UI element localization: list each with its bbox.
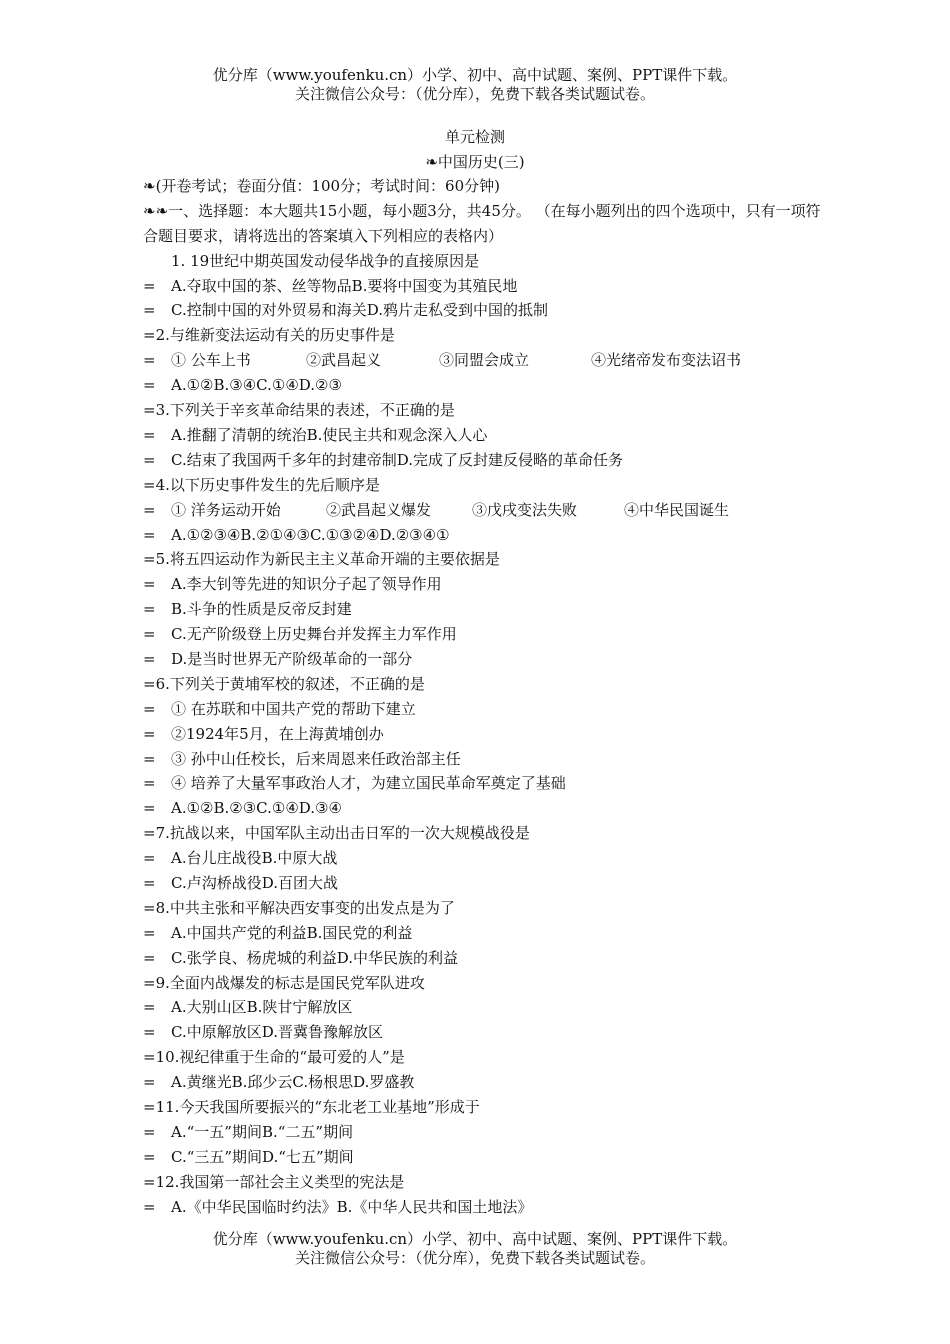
option-line: = A.①②B.③④C.①④D.②③ <box>143 376 342 395</box>
option-line: = C.结束了我国两千多年的封建帝制D.完成了反封建反侵略的革命任务 <box>143 450 623 469</box>
question-stem: =5.将五四运动作为新民主主义革命开端的主要依据是 <box>143 550 500 569</box>
question-stem: =7.抗战以来，中国军队主动出击日军的一次大规模战役是 <box>143 824 530 843</box>
option-line: = A.夺取中国的茶、丝等物品B.要将中国变为其殖民地 <box>143 276 518 295</box>
option-line: = A.中国共产党的利益B.国民党的利益 <box>143 923 413 942</box>
event-items: = ① 公车上书 ②武昌起义 ③同盟会成立 ④光绪帝发布变法诏书 <box>143 351 742 370</box>
footer-line-1: 优分库（www.youfenku.cn）小学、初中、高中试题、案例、PPT课件下载。 <box>212 1230 738 1248</box>
option-line: = A.黄继光B.邱少云C.杨根思D.罗盛教 <box>143 1073 415 1092</box>
page-header <box>0 66 950 104</box>
exam-info-line <box>143 174 823 199</box>
option-line: = ③ 孙中山任校长，后来周恩来任政治部主任 <box>143 749 461 768</box>
question-stem: =4.以下历史事件发生的先后顺序是 <box>143 475 380 494</box>
ornament-icon: ❧ <box>155 201 169 220</box>
question-stem: 1. 19世纪中期英国发动侵华战争的直接原因是 <box>171 251 480 270</box>
option-line: = C.“三五”期间D.“七五”期间 <box>143 1147 354 1166</box>
header-line-1: 优分库（www.youfenku.cn）小学、初中、高中试题、案例、PPT课件下载。 <box>212 66 738 84</box>
option-line: = C.无产阶级登上历史舞台并发挥主力军作用 <box>143 625 457 644</box>
option-line: = A.《中华民国临时约法》B.《中华人民共和国土地法》 <box>143 1197 533 1216</box>
option-line: = ②1924年5月，在上海黄埔创办 <box>143 724 384 743</box>
doc-subtitle <box>0 153 950 172</box>
question-stem: =12.我国第一部社会主义类型的宪法是 <box>143 1172 405 1191</box>
ornament-icon: ❧ <box>143 177 156 195</box>
question-stem: =9.全面内战爆发的标志是国民党军队进攻 <box>143 973 425 992</box>
subtitle-text: 中国历史(三) <box>437 153 525 171</box>
option-line: = C.张学良、杨虎城的利益D.中华民族的利益 <box>143 948 458 967</box>
option-line: = A.“一五”期间B.“二五”期间 <box>143 1122 354 1141</box>
exam-info: (开卷考试；卷面分值：100分；考试时间：60分钟) <box>155 177 501 195</box>
question-stem: =10.视纪律重于生命的“最可爱的人”是 <box>143 1048 405 1067</box>
option-line: = A.①②③④B.②①④③C.①③②④D.②③④① <box>143 525 450 544</box>
option-line: = D.是当时世界无产阶级革命的一部分 <box>143 649 413 668</box>
header-line-2: 关注微信公众号：（优分库），免费下载各类试题试卷。 <box>294 85 655 103</box>
option-line: = ① 在苏联和中国共产党的帮助下建立 <box>143 699 416 718</box>
doc-title: 单元检测 <box>444 128 505 146</box>
question-stem: =2.与维新变法运动有关的历史事件是 <box>143 326 395 345</box>
option-line: = C.中原解放区D.晋冀鲁豫解放区 <box>143 1023 383 1042</box>
option-line: = C.控制中国的对外贸易和海关D.鸦片走私受到中国的抵制 <box>143 301 548 320</box>
question-stem: =6.下列关于黄埔军校的叙述，不正确的是 <box>143 674 425 693</box>
option-line: = A.大别山区B.陕甘宁解放区 <box>143 998 353 1017</box>
option-line: = B.斗争的性质是反帝反封建 <box>143 600 352 619</box>
event-items: = ① 洋务运动开始 ②武昌起义爆发 ③戊戌变法失败 ④中华民国诞生 <box>143 500 730 519</box>
section-instructions: 一、选择题：本大题共15小题，每小题3分，共45分。 （在每小题列出的四个选项中，只有一项符合题目要求，请将选出的答案填入下列相应的表格内） <box>143 201 821 245</box>
question-stem: =8.中共主张和平解决西安事变的出发点是为了 <box>143 898 455 917</box>
option-line: = A.台儿庄战役B.中原大战 <box>143 849 338 868</box>
option-line: = C.卢沟桥战役D.百团大战 <box>143 873 338 892</box>
question-stem: =11.今天我国所要振兴的“东北老工业基地”形成于 <box>143 1097 480 1116</box>
footer-line-2: 关注微信公众号：（优分库），免费下载各类试题试卷。 <box>294 1249 655 1267</box>
ornament-icon: ❧ <box>425 153 438 171</box>
option-line: = ④ 培养了大量军事政治人才，为建立国民革命军奠定了基础 <box>143 774 566 793</box>
option-line: = A.①②B.②③C.①④D.③④ <box>143 799 342 818</box>
ornament-icon: ❧ <box>143 201 156 220</box>
section-heading <box>143 199 823 249</box>
page-footer <box>0 1230 950 1268</box>
option-line: = A.李大钊等先进的知识分子起了领导作用 <box>143 575 442 594</box>
exam-body <box>143 174 823 1219</box>
question-stem: =3.下列关于辛亥革命结果的表述，不正确的是 <box>143 401 455 420</box>
option-line: = A.推翻了清朝的统治B.使民主共和观念深入人心 <box>143 425 488 444</box>
